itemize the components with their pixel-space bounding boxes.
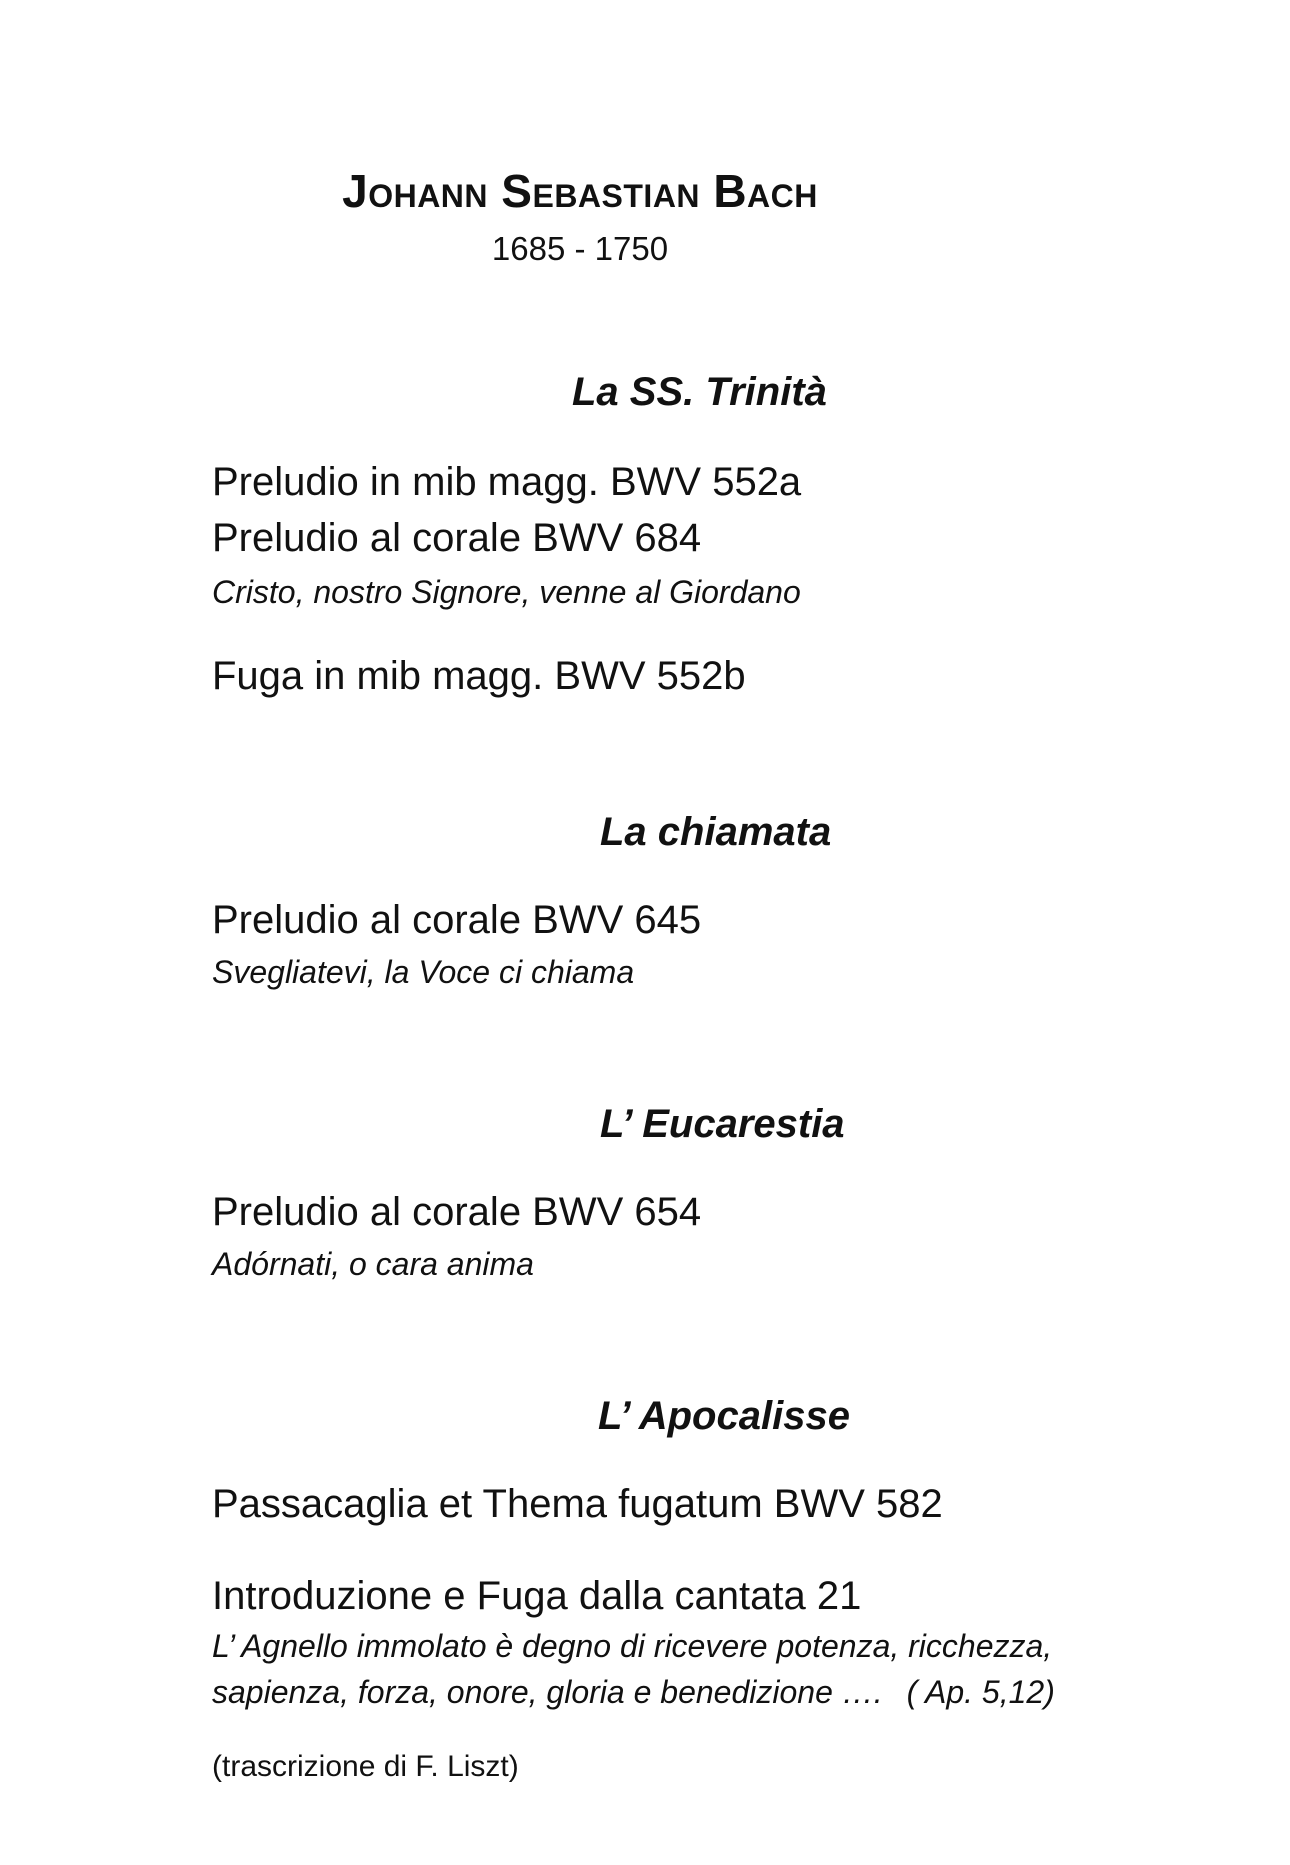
composer-dates: 1685 - 1750 <box>491 230 669 267</box>
work-title: Preludio al corale BWV 684 <box>212 516 702 560</box>
bible-reference: ( Ap. 5,12) <box>906 1674 1055 1710</box>
section-title-eucarestia: L’ Eucarestia <box>600 1102 845 1146</box>
quote-text: sapienza, forza, onore, gloria e benedizione …. <box>212 1674 883 1710</box>
quote-line <box>212 1676 1055 1708</box>
section-title-chiamata: La chiamata <box>600 810 832 854</box>
work-title: Fuga in mib magg. BWV 552b <box>212 654 746 698</box>
section-title-trinita: La SS. Trinità <box>572 370 827 414</box>
composer-name: Johann Sebastian Bach <box>342 165 818 217</box>
work-title: Preludio al corale BWV 645 <box>212 898 702 942</box>
work-title: Preludio al corale BWV 654 <box>212 1190 702 1234</box>
chorale-subtitle: Cristo, nostro Signore, venne al Giordano <box>212 574 801 610</box>
quote-line: L’ Agnello immolato è degno di ricevere potenza, ricchezza, <box>212 1628 1053 1664</box>
work-title: Preludio in mib magg. BWV 552a <box>212 460 802 504</box>
transcription-note: (trascrizione di F. Liszt) <box>212 1750 519 1783</box>
chorale-subtitle: Adórnati, o cara anima <box>212 1246 534 1282</box>
work-title: Passacaglia et Thema fugatum BWV 582 <box>212 1482 943 1526</box>
section-title-apocalisse: L’ Apocalisse <box>598 1394 850 1438</box>
chorale-subtitle: Svegliatevi, la Voce ci chiama <box>212 954 635 990</box>
work-title: Introduzione e Fuga dalla cantata 21 <box>212 1574 862 1618</box>
